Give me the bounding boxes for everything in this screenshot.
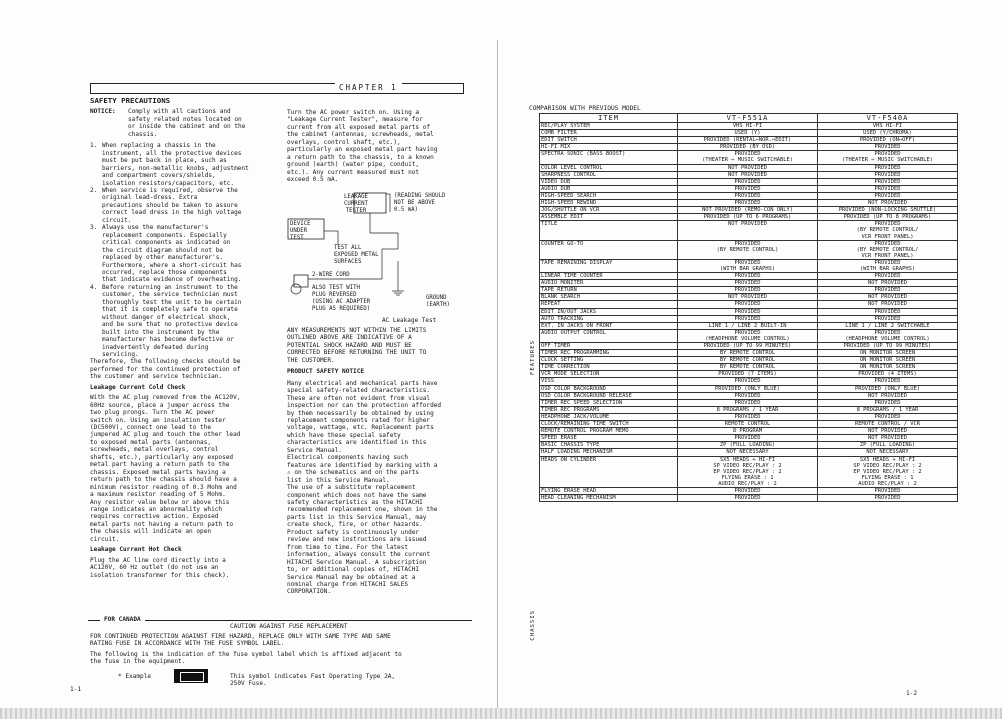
row-item: REC/PLAY SYSTEM [540, 123, 678, 130]
example-label: * Example [118, 673, 152, 680]
row-vt-f540a: PROVIDED (HEADPHONE VOLUME CONTROL) [818, 329, 958, 342]
table-row [540, 214, 958, 221]
row-vt-f540a: SX5 HEADS + HI-FI SP VIDEO REC/PLAY : 2 EP VIDEO REC/PLAY : 2 FLYING ERASE : 1 AUDIO REC/PLAY : 2 [818, 456, 958, 487]
row-vt-f540a: NOT PROVIDED [818, 392, 958, 399]
table-row [540, 421, 958, 428]
list-item: 2. When service is required, observe the original lead-dress. Extra precautions should be taken to assure correct lead dress in the high voltage circuit. [90, 186, 242, 224]
row-vt-f551a: USED (Y) [678, 130, 818, 137]
chapter-banner [90, 83, 464, 94]
table-row [540, 435, 958, 442]
row-item: HEADS ON CYLINDER [540, 456, 678, 487]
row-vt-f540a: ZP (FULL LOADING) [818, 442, 958, 449]
table-row [540, 315, 958, 322]
row-vt-f551a: PROVIDED (THEATER ⇔ MUSIC SWITCHABLE) [678, 151, 818, 164]
hot-check-text: Plug the AC line cord directly into a AC120V, 60 Hz outlet (do not use an isolation transformer for this check). [90, 556, 230, 579]
row-vt-f540a: NOT PROVIDED [818, 200, 958, 207]
row-vt-f551a: PROVIDED [678, 315, 818, 322]
fuse-text: The following is the indication of the fuse symbol label which is affixed adjacent to the fuse in the equipment. [90, 651, 402, 666]
table-row [540, 350, 958, 357]
test-all-label: TEST ALL EXPOSED METAL SURFACES [334, 245, 379, 265]
canada-label: FOR CANADA [100, 616, 145, 623]
row-vt-f551a: PROVIDED [678, 487, 818, 494]
product-safety-title: PRODUCT SAFETY NOTICE [287, 368, 365, 376]
row-vt-f540a: PROVIDED (ON⇔OFF) [818, 137, 958, 144]
row-vt-f540a: USED (Y/CHROMA) [818, 130, 958, 137]
table-row [540, 343, 958, 350]
table-header-row [540, 114, 958, 123]
also-test-label: ALSO TEST WITH PLUG REVERSED (USING AC ADAPTER PLUG AS REQUIRED) [312, 285, 371, 312]
row-vt-f551a: PROVIDED [678, 200, 818, 207]
row-item: REPEAT [540, 301, 678, 308]
chassis-label: CHASSIS [530, 610, 536, 641]
row-vt-f551a: PROVIDED [678, 287, 818, 294]
row-item: BASIC CHASSIS TYPE [540, 442, 678, 449]
hot-check-continued: Turn the AC power switch on. Using a "Leakage Current Tester", measure for current from all exposed metal parts of the cabinet (antennas, screwheads, metal overlays, control shaft, etc.), particularly an exposed metal part having a return path to the chassis, to a known ground (earth) (water pipe, conduit, etc.). Any current measured must not exceed 0.5 mA. [287, 109, 438, 184]
row-item: EDIT IN/OUT JACKS [540, 308, 678, 315]
row-item: HEADPHONE JACK/VOLUME [540, 413, 678, 420]
page-divider [497, 40, 498, 719]
measurement-warning: ANY MEASUREMENTS NOT WITHIN THE LIMITS OUTLINED ABOVE ARE INDICATIVE OF A POTENTIAL SHOCK HAZARD AND MUST BE CORRECTED BEFORE RETURNING THE UNIT TO THE CUSTOMER. [287, 327, 427, 364]
row-item: BLANK SEARCH [540, 294, 678, 301]
row-item: OFF TIMER [540, 343, 678, 350]
table-row [540, 164, 958, 171]
row-vt-f540a: PROVIDED [818, 192, 958, 199]
table-row [540, 287, 958, 294]
row-item: HIGH-SPEED SEARCH [540, 192, 678, 199]
table-row [540, 357, 958, 364]
row-vt-f540a: PROVIDED [818, 171, 958, 178]
row-item: TIMER REC SPEED SELECTION [540, 399, 678, 406]
row-vt-f540a: PROVIDED [818, 164, 958, 171]
cold-check-text: With the AC plug removed from the AC120V, 60Hz source, place a jumper across the two plug prongs. Turn the AC power switch on. Using an insulation tester (DC500V), connect one lead to the jumpered AC plug and touch the other lead to exposed metal parts (antennas, screwheads, metal overlays, control shafts, etc.), particularly any exposed metal part having a return path to the chassis. Exposed metal parts having a return path to the chassis should have a minimum resistor reading of 0.3 Mohm and a maximum resistor reading of 5 Mohm. Any resistor value below or above this range indicates an abnormality which requires corrective action. Exposed metal parts not having a return path to the chassis will indicate an open circuit. [90, 394, 241, 543]
row-vt-f551a: PROVIDED (UP TO 99 MINUTES) [678, 343, 818, 350]
left-column-2-lower [287, 327, 469, 596]
row-vt-f551a: PROVIDED [678, 399, 818, 406]
row-vt-f540a: PROVIDED [818, 315, 958, 322]
list-item: 1. When replacing a chassis in the instrument, all the protective devices must be put back in place, such as barriers, non-metallic knobs, adjustment and compartment covers/shields, isolation resistors/capacitors, etc. [90, 142, 249, 187]
table-row [540, 364, 958, 371]
table-row [540, 385, 958, 392]
row-item: VIDEO DUB [540, 178, 678, 185]
row-vt-f551a: PROVIDED (7 ITEMS) [678, 371, 818, 378]
table-row [540, 392, 958, 399]
row-vt-f540a: PROVIDED (ONLY BLUE) [818, 385, 958, 392]
fuse-symbol-label [174, 669, 208, 683]
row-vt-f551a: BY REMOTE CONTROL [678, 350, 818, 357]
tester-label: LEAKAGE CURRENT TESTER [344, 194, 368, 214]
header-vt-f551a: VT-F551A [678, 114, 818, 123]
scan-edge [0, 708, 1002, 719]
row-vt-f551a: PROVIDED (HEADPHONE VOLUME CONTROL) [678, 329, 818, 342]
table-row [540, 137, 958, 144]
table-row [540, 378, 958, 385]
row-item: TIMER REC PROGRAMS [540, 406, 678, 413]
row-item: ASSEMBLE EDIT [540, 214, 678, 221]
list-item: 4. Before returning an instrument to the customer, the service technician must thoroughly test the unit to be certain that it is completely safe to operate without danger of electrical shock, and be sure that no protective device built into the instrument by the manufacturer has become defective or inadvertently defeated during servicing. [90, 283, 242, 358]
row-item: HEAD CLEANING MECHANISM [540, 495, 678, 502]
table-row [540, 301, 958, 308]
row-vt-f551a: REMOTE CONTROL [678, 421, 818, 428]
table-row [540, 442, 958, 449]
row-vt-f540a: PROVIDED (WITH BAR GRAPHS) [818, 259, 958, 272]
hot-check-title: Leakage Current Hot Check [90, 546, 182, 554]
row-vt-f551a: NOT PROVIDED [678, 171, 818, 178]
table-row [540, 399, 958, 406]
safety-title: SAFETY PRECAUTIONS [90, 96, 171, 105]
row-vt-f540a: ON MONITOR SCREEN [818, 364, 958, 371]
row-item: TAPE RETURN [540, 287, 678, 294]
row-vt-f540a: PROVIDED (THEATER ⇔ MUSIC SWITCHABLE) [818, 151, 958, 164]
row-vt-f540a: 8 PROGRAMS / 1 YEAR [818, 406, 958, 413]
table-row [540, 413, 958, 420]
table-row [540, 456, 958, 487]
fuse-caution-title: CAUTION AGAINST FUSE REPLACEMENT [230, 623, 348, 630]
row-vt-f551a: PROVIDED (RENTAL⇔NOR.⇔EDIT) [678, 137, 818, 144]
therefore-text: Therefore, the following checks should be performed for the continued protection of the customer and service technician. [90, 358, 241, 381]
row-vt-f551a: PROVIDED [678, 301, 818, 308]
row-item: AUDIO OUTPUT CONTROL [540, 329, 678, 342]
row-item: AUDIO MONITER [540, 280, 678, 287]
row-vt-f540a: NOT PROVIDED [818, 301, 958, 308]
left-column-1 [90, 97, 268, 579]
row-item: COLOR LEVEL CONTROL [540, 164, 678, 171]
row-vt-f551a: PROVIDED [678, 392, 818, 399]
notice-text: Comply with all cautions and safety related notes located on or inside the cabinet and on the chassis. [128, 108, 246, 138]
row-vt-f540a: PROVIDED [818, 178, 958, 185]
row-vt-f540a: REMOTE CONTROL / VCR [818, 421, 958, 428]
row-item: AUDIO DUB [540, 185, 678, 192]
row-vt-f551a: PROVIDED [678, 308, 818, 315]
row-vt-f540a: NOT PROVIDED [818, 280, 958, 287]
row-vt-f540a: ON MONITOR SCREEN [818, 350, 958, 357]
row-item: REMOTE CONTROL PROGRAM MEMO [540, 428, 678, 435]
ground-label: GROUND (EARTH) [426, 295, 450, 308]
reading-note: (READING SHOULD NOT BE ABOVE 0.5 mA) [394, 193, 446, 213]
row-vt-f551a: BY REMOTE CONTROL [678, 364, 818, 371]
features-label: FEATURES [530, 340, 536, 375]
table-row [540, 144, 958, 151]
row-vt-f551a: PROVIDED [678, 495, 818, 502]
row-vt-f540a: NOT PROVIDED [818, 428, 958, 435]
list-item: 3. Always use the manufacturer's replacement components. Especially critical components as indicated on the circuit diagram should not be replaced by other manufacturer's. Furthermore, where a short-circuit has occurred, replace those components that indicate evidence of overheating. [90, 224, 242, 284]
row-item: HIGH-SPEED REWIND [540, 200, 678, 207]
row-item: HALF LOADING MECHANISM [540, 449, 678, 456]
row-vt-f540a: PROVIDED [818, 378, 958, 385]
row-item: EDIT SWITCH [540, 137, 678, 144]
notice-block [90, 108, 268, 138]
table-row [540, 308, 958, 315]
row-item: OSD COLOR BACKGROUND RELEASE [540, 392, 678, 399]
row-vt-f551a: PROVIDED [678, 378, 818, 385]
row-vt-f551a: PROVIDED [678, 273, 818, 280]
comparison-title: COMPARISON WITH PREVIOUS MODEL [529, 105, 641, 112]
row-vt-f540a: NOT PROVIDED [818, 294, 958, 301]
table-row [540, 123, 958, 130]
diagram-caption: AC Leakage Test [382, 317, 437, 324]
table-row [540, 240, 958, 259]
row-vt-f551a: PROVIDED [678, 192, 818, 199]
row-vt-f540a: PROVIDED [818, 308, 958, 315]
row-vt-f540a: PROVIDED [818, 144, 958, 151]
row-item: TIME CORRECTION [540, 364, 678, 371]
row-vt-f540a: PROVIDED (4 ITEMS) [818, 371, 958, 378]
chapter-label: CHAPTER 1 [335, 83, 402, 92]
product-safety-text: Many electrical and mechanical parts have special safety-related characteristics. These are often not evident from visual inspection nor can the protection afforded by them necessarily be obtained by using replacement components rated for higher voltage, wattage, etc. Replacement parts which have these special safety characteristics are identified in this Service Manual. Electrical components having such features are identified by marking with a ⚠ on the schematics and on the parts list in this Service Manual. The use of a substitute replacement component which does not have the same safety characteristics as the HITACHI recommended replacement one, shown in the parts list in this Service Manual, may create shock, fire, or other hazards. Product safety is continuously under review and new instructions are issued from time to time. For the latest information, always consult the current HITACHI Service Manual. A subscription to, or additional copies of, HITACHI Service Manual may be obtained at a nominal charge from HITACHI SALES CORPORATION. [287, 379, 442, 596]
table-row [540, 406, 958, 413]
row-vt-f540a: PROVIDED [818, 287, 958, 294]
row-vt-f540a: NOT NECESSARY [818, 449, 958, 456]
row-vt-f551a: PROVIDED (BY OSD) [678, 144, 818, 151]
row-vt-f551a: PROVIDED [678, 280, 818, 287]
cold-check-title: Leakage Current Cold Check [90, 383, 186, 391]
row-vt-f551a: NOT NECESSARY [678, 449, 818, 456]
row-item: AUTO TRACKING [540, 315, 678, 322]
row-item: TAPE REMAINING DISPLAY [540, 259, 678, 272]
row-vt-f540a: PROVIDED (NON-LOCKING SHUTTLE) [818, 207, 958, 214]
row-vt-f551a: PROVIDED (BY REMOTE CONTROL) [678, 240, 818, 259]
row-vt-f551a: LINE 1 / LINE 2 BUILT-IN [678, 322, 818, 329]
row-vt-f540a: PROVIDED (BY REMOTE CONTROL/ VCR FRONT PANEL) [818, 221, 958, 240]
row-vt-f540a: PROVIDED [818, 273, 958, 280]
header-item: ITEM [540, 114, 678, 123]
table-row [540, 322, 958, 329]
row-item: SPECTRA SONIC (BASS BOOST) [540, 151, 678, 164]
table-row [540, 200, 958, 207]
row-item: SPEED ERASE [540, 435, 678, 442]
page-number-right: 1-2 [906, 690, 918, 697]
row-item: FLYING ERASE HEAD [540, 487, 678, 494]
notice-label: NOTICE: [90, 108, 116, 116]
left-column-2 [287, 109, 467, 184]
row-vt-f551a: NOT PROVIDED (REMO-CON ONLY) [678, 207, 818, 214]
row-item: CLOCK/REMAINING TIME SWITCH [540, 421, 678, 428]
row-vt-f551a: NOT PROVIDED [678, 221, 818, 240]
ac-leakage-diagram [286, 191, 468, 324]
row-item: TIMER REC PROGRAMMING [540, 350, 678, 357]
table-row [540, 192, 958, 199]
row-vt-f551a: PROVIDED [678, 435, 818, 442]
row-vt-f551a: PROVIDED (ONLY BLUE) [678, 385, 818, 392]
row-vt-f540a: NOT PROVIDED [818, 435, 958, 442]
comparison-table [539, 113, 958, 502]
fuse-caps-text: FOR CONTINUED PROTECTION AGAINST FIRE HAZARD, REPLACE ONLY WITH SAME TYPE AND SAME RATING FUSE IN ACCORDANCE WITH THE FUSE SYMBOL LABEL. [90, 633, 391, 648]
row-vt-f540a: PROVIDED (UP TO 8 PROGRAMS) [818, 214, 958, 221]
cord-label: 2-WIRE CORD [312, 272, 350, 278]
row-item: CLOCK SETTING [540, 357, 678, 364]
row-item: SHARPNESS CONTROL [540, 171, 678, 178]
row-item: OSD COLOR BACKGROUND [540, 385, 678, 392]
row-vt-f540a: PROVIDED [818, 185, 958, 192]
table-row [540, 221, 958, 240]
table-row [540, 487, 958, 494]
table-row [540, 280, 958, 287]
row-vt-f551a: 8 PROGRAMS / 1 YEAR [678, 406, 818, 413]
table-row [540, 428, 958, 435]
table-row [540, 130, 958, 137]
header-vt-f540a: VT-F540A [818, 114, 958, 123]
row-vt-f551a: PROVIDED [678, 413, 818, 420]
table-row [540, 329, 958, 342]
row-vt-f540a: PROVIDED [818, 495, 958, 502]
row-vt-f540a: PROVIDED (UP TO 99 MINUTES) [818, 343, 958, 350]
page-number-left: 1-1 [70, 686, 82, 693]
row-vt-f540a: PROVIDED (BY REMOTE CONTROL/ VCR FRONT PANEL) [818, 240, 958, 259]
row-vt-f540a: PROVIDED [818, 399, 958, 406]
row-item: COMB FILTER [540, 130, 678, 137]
table-row [540, 495, 958, 502]
row-vt-f540a: PROVIDED [818, 487, 958, 494]
row-item: LINEAR TIME COUNTER [540, 273, 678, 280]
row-item: TITLE [540, 221, 678, 240]
table-row [540, 371, 958, 378]
table-row [540, 259, 958, 272]
row-vt-f551a: VHS HI-FI [678, 123, 818, 130]
table-row [540, 178, 958, 185]
row-vt-f540a: LINE 1 / LINE 2 SWITCHABLE [818, 322, 958, 329]
table-row [540, 171, 958, 178]
table-row [540, 151, 958, 164]
row-vt-f551a: SX5 HEADS + HI-FI SP VIDEO REC/PLAY : 2 EP VIDEO REC/PLAY : 2 FLYING ERASE : 1 AUDIO REC/PLAY : 2 [678, 456, 818, 487]
row-item: HI-FI MIX [540, 144, 678, 151]
table-row [540, 185, 958, 192]
table-row [540, 449, 958, 456]
table-row [540, 273, 958, 280]
row-vt-f551a: BY REMOTE CONTROL [678, 357, 818, 364]
row-item: EXT. IN JACKS ON FRONT [540, 322, 678, 329]
table-row [540, 294, 958, 301]
row-vt-f551a: NOT PROVIDED [678, 164, 818, 171]
row-item: JOG/SHUTTLE ON VCR [540, 207, 678, 214]
row-item: VCR MODE SELECTION [540, 371, 678, 378]
row-vt-f551a: NOT PROVIDED [678, 294, 818, 301]
row-vt-f551a: ZP (FULL LOADING) [678, 442, 818, 449]
row-vt-f551a: 8 PROGRAM [678, 428, 818, 435]
row-vt-f540a: ON MONITOR SCREEN [818, 357, 958, 364]
row-vt-f551a: PROVIDED (WITH BAR GRAPHS) [678, 259, 818, 272]
device-label: DEVICE UNDER TEST [290, 221, 311, 241]
row-item: COUNTER GO-TO [540, 240, 678, 259]
table-row [540, 207, 958, 214]
row-item: VISS [540, 378, 678, 385]
row-vt-f540a: PROVIDED [818, 413, 958, 420]
row-vt-f551a: PROVIDED (UP TO 6 PROGRAMS) [678, 214, 818, 221]
example-text: This symbol indicates Fast Operating Type 2A, 250V Fuse. [230, 673, 396, 688]
row-vt-f551a: PROVIDED [678, 178, 818, 185]
row-vt-f551a: PROVIDED [678, 185, 818, 192]
row-vt-f540a: VHS HI-FI [818, 123, 958, 130]
